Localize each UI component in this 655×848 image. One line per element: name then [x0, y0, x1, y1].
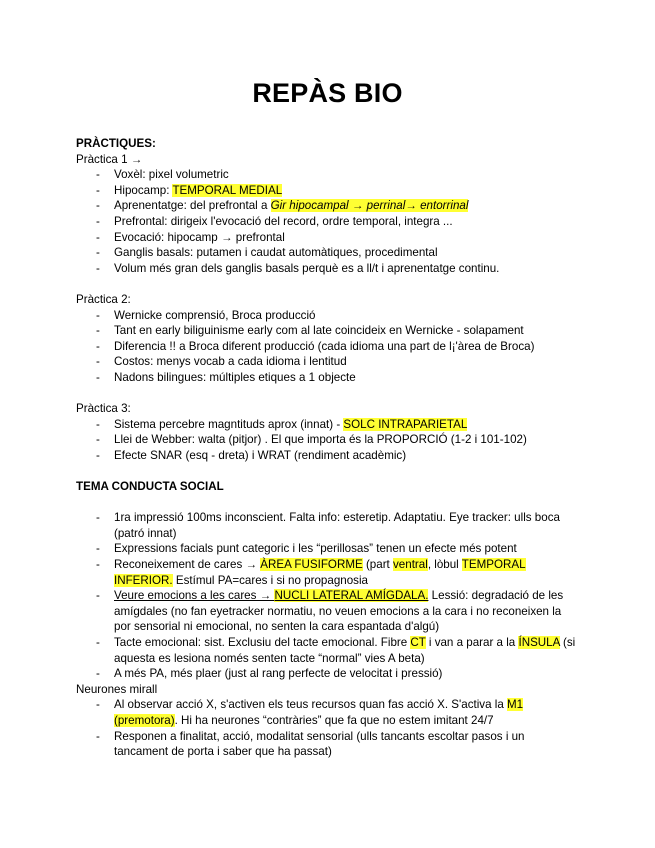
- highlight: M1 (premotora): [114, 698, 524, 727]
- list-item: - Nadons bilingues: múltiples etiques a 1 objecte: [76, 370, 576, 386]
- highlight: SOLC INTRAPARIETAL: [343, 417, 468, 431]
- list-item: - Ganglis basals: putamen i caudat automàtiques, procedimental: [76, 245, 576, 261]
- list-item: - Evocació: hipocamp → prefrontal: [76, 230, 576, 246]
- list-item: - Veure emocions a les cares → NUCLI LATERAL AMÍGDALA. Lessió: degradació de les amígdales (no fan eyetracker normatiu, no veuen emocions a la cara i no reconeixen la por sensorial ni emocional, no senten la cara espantada d'algú): [76, 588, 576, 635]
- highlight: TEMPORAL INFERIOR.: [114, 558, 526, 587]
- list-item: - Costos: menys vocab a cada idioma i lentitud: [76, 354, 576, 370]
- list-item: - Sistema percebre magntituds aprox (innat) - SOLC INTRAPARIETAL: [76, 417, 576, 433]
- list-item: - 1ra impressió 100ms inconscient. Falta info: esteretip. Adaptatiu. Eye tracker: ulls boca (patró innat): [76, 510, 576, 541]
- highlight: CT: [410, 636, 426, 649]
- list-item: - Prefrontal: dirigeix l'evocació del record, ordre temporal, integra ...: [76, 214, 576, 230]
- document-title: REPÀS BIO: [252, 78, 403, 108]
- highlight: ÀREA FUSIFORME: [260, 558, 363, 572]
- section-heading-practiques: PRÀCTIQUES:: [76, 137, 156, 150]
- highlight: NUCLI LATERAL AMÍGDALA.: [274, 589, 429, 603]
- practica-1-list: [76, 167, 576, 276]
- neurones-mirall-label: Neurones mirall: [76, 682, 158, 696]
- neurones-mirall-list: [76, 697, 576, 759]
- list-item: - Tacte emocional: sist. Exclusiu del tacte emocional. Fibre CT i van a parar a la ÍNSULA (si aquesta es lesiona només senten tacte “normal” vies A beta): [76, 635, 576, 666]
- practica-3-list: [76, 417, 576, 464]
- list-item: - Voxèl: pixel volumetric: [76, 167, 576, 183]
- list-item: - Al observar acció X, s'activen els teus recursos quan fas acció X. S'activa la M1 (premotora). Hi ha neurones “contràries” que fa que no estem imitant 24/7: [76, 697, 576, 728]
- highlight: ventral: [393, 558, 428, 572]
- list-item: - Reconeixement de cares → ÀREA FUSIFORME (part ventral, lòbul TEMPORAL INFERIOR. Estímul PA=cares i si no propagnosia: [76, 557, 576, 588]
- section-heading-conducta-social: TEMA CONDUCTA SOCIAL: [76, 480, 224, 494]
- list-item: - Diferencia !! a Broca diferent producció (cada idioma una part de l¡'àrea de Broca): [76, 339, 576, 355]
- highlight: Gir hipocampal → perrinal→ entorrinal: [270, 199, 469, 213]
- practica-2-label: Pràctica 2:: [76, 292, 131, 306]
- list-item: - Efecte SNAR (esq - dreta) i WRAT (rendiment acadèmic): [76, 448, 576, 464]
- list-item: - Responen a finalitat, acció, modalitat sensorial (ulls tancants escoltar pasos i un tancament de porta i saber que ha passat): [76, 729, 576, 760]
- practica-1-label: Pràctica 1 →: [76, 152, 143, 166]
- list-item: - Hipocamp: TEMPORAL MEDIAL: [76, 183, 576, 199]
- conducta-social-list: [76, 510, 576, 682]
- document-body: [76, 136, 576, 760]
- highlight: TEMPORAL MEDIAL: [172, 183, 283, 197]
- practica-3-label: Pràctica 3:: [76, 402, 131, 416]
- list-item: - A més PA, més plaer (just al rang perfecte de velocitat i pressió): [76, 666, 576, 682]
- list-item: - Aprenentatge: del prefrontal a Gir hipocampal → perrinal→ entorrinal: [76, 198, 576, 214]
- list-item: - Llei de Webber: walta (pitjor) . El que importa és la PROPORCIÓ (1-2 i 101-102): [76, 432, 576, 448]
- list-item: - Tant en early biliguinisme early com al late coincideix en Wernicke - solapament: [76, 323, 576, 339]
- list-item: - Volum més gran dels ganglis basals perquè es a ll/t i aprenentatge continu.: [76, 261, 576, 277]
- list-item: - Expressions facials punt categoric i les “perillosas” tenen un efecte més potent: [76, 541, 576, 557]
- highlight: ÍNSULA: [518, 636, 560, 649]
- practica-2-list: [76, 308, 576, 386]
- list-item: - Wernicke comprensió, Broca producció: [76, 308, 576, 324]
